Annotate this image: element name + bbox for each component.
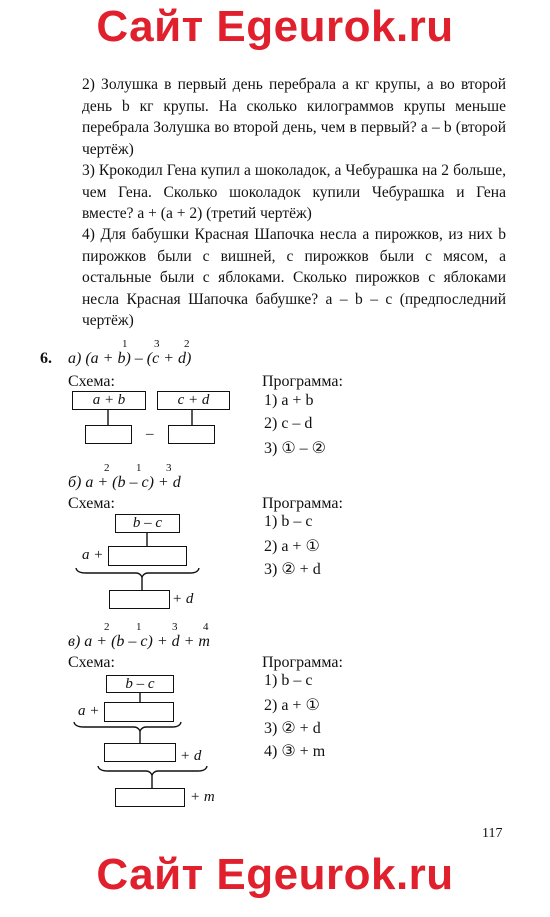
problem-3-text: 3) Крокодил Гена купил a шоколадок, а Чебурашка на 2 больше, чем Гена. Сколько шоколадок купили Чебурашка и Гена вместе? a + (a + 2) (третий чертёж) (82, 162, 506, 222)
program-step: 2) a + ① (264, 697, 320, 714)
order-mark: 3 (154, 338, 160, 350)
order-mark: 1 (136, 621, 142, 633)
order-mark: 3 (172, 621, 178, 633)
problem-4-text: 4) Для бабушки Красная Шапочка несла a пирожков, из них b пирожков были с вишней, c пирожков были с мясом, а остальные были с яблоками. Сколько пирожков с яблоками несла Красная Шапочка бабушке? a – b – c (предпоследний чертёж) (82, 226, 506, 329)
program-step: 1) a + b (264, 392, 314, 409)
program-step: 3) ② + d (264, 561, 321, 578)
problem-2-text: 2) Золушка в первый день перебрала a кг крупы, а во второй день b кг крупы. На сколько килограммов крупы меньше перебрала Золушка во второй день, чем в первый? a – b (второй чертёж) (82, 76, 506, 158)
minus-sign: – (146, 426, 154, 442)
scheme-c-box-1: b – c (106, 675, 174, 693)
page-number: 117 (482, 826, 503, 841)
program-label: Программа: (262, 373, 343, 390)
brace (76, 568, 199, 577)
brace (74, 722, 181, 731)
scheme-label: Схема: (68, 373, 115, 390)
brace (98, 766, 207, 775)
plus-a-label: a + (78, 703, 100, 719)
order-mark: 2 (104, 462, 110, 474)
scheme-label: Схема: (68, 654, 115, 671)
program-label: Программа: (262, 495, 343, 512)
plus-m-label: + m (190, 789, 215, 805)
watermark-bottom: Сайт Egeurok.ru (96, 850, 454, 899)
plus-d-label: + d (180, 748, 202, 764)
order-mark: 4 (203, 621, 209, 633)
expression-b: б) a + (b – c) + d (68, 474, 181, 491)
watermark-top: Сайт Egeurok.ru (96, 2, 454, 51)
program-step: 2) a + ① (264, 538, 320, 555)
plus-a-label: a + (82, 547, 104, 563)
task-number: 6. (40, 350, 52, 367)
order-mark: 2 (184, 338, 190, 350)
program-step: 1) b – c (264, 513, 313, 530)
scheme-label: Схема: (68, 495, 115, 512)
order-mark: 2 (104, 621, 110, 633)
plus-d-label: + d (172, 591, 194, 607)
program-step: 2) c – d (264, 415, 313, 432)
scheme-b-box-1: b – c (115, 514, 180, 533)
order-mark: 1 (122, 338, 128, 350)
program-step: 3) ② + d (264, 720, 321, 737)
scheme-a-box-2: c + d (157, 391, 230, 410)
expression-a: а) (a + b) – (c + d) (68, 350, 192, 367)
program-label: Программа: (262, 654, 343, 671)
program-step: 3) ① – ② (264, 440, 327, 457)
order-mark: 1 (136, 462, 142, 474)
scheme-a-box-1: a + b (72, 391, 146, 410)
program-step: 4) ③ + m (264, 743, 326, 760)
program-step: 1) b – c (264, 672, 313, 689)
order-mark: 3 (166, 462, 172, 474)
expression-c: в) a + (b – c) + d + m (68, 633, 210, 650)
